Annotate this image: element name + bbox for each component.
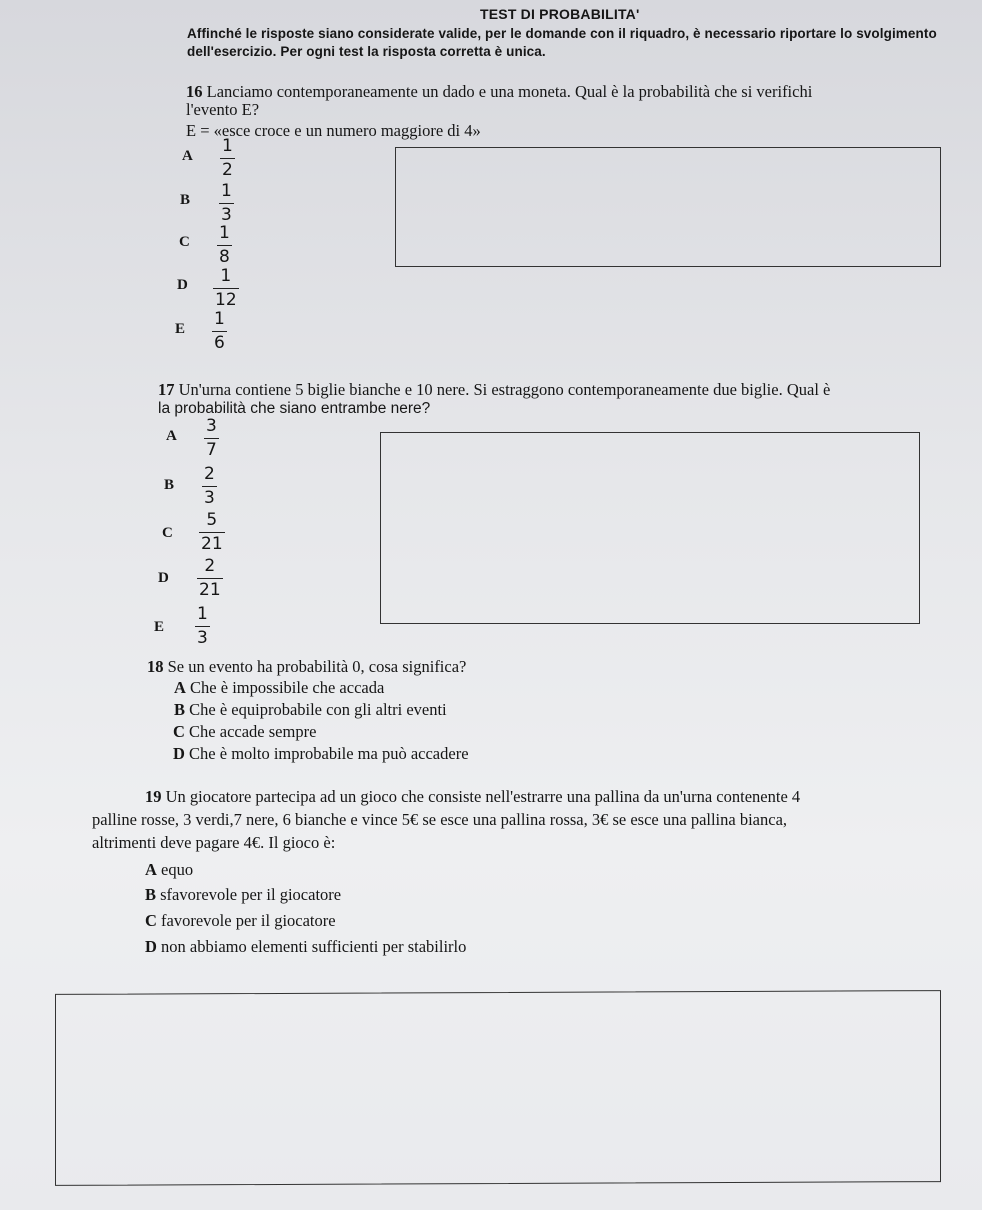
q19-option-b-text: sfavorevole per il giocatore (160, 885, 342, 904)
q18-option-d-text: Che è molto improbabile ma può accadere (189, 744, 469, 763)
q17-option-e-fraction (195, 606, 210, 647)
q17-text-line-2: la probabilità che siano entrambe nere? (158, 400, 431, 417)
q18-option-c[interactable] (173, 722, 316, 742)
q19-number: 19 (145, 787, 162, 806)
q19-text-line-1 (145, 787, 800, 807)
q17-text-line-1 (158, 380, 830, 400)
q19-text-line-2: palline rosse, 3 verdi,7 nere, 6 bianche e vince 5€ se esce una pallina rossa, 3€ se esce una pallina bianca, (92, 810, 788, 829)
q16-option-b-denominator: 3 (221, 205, 232, 226)
q17-option-d-numerator: 2 (204, 556, 216, 576)
q19-text: Un giocatore partecipa ad un gioco che consiste nell'estrarre una pallina da un'urna contenente 4 (165, 787, 801, 806)
q17-option-c-numerator: 5 (206, 510, 218, 530)
q18-option-b-letter: B (174, 700, 186, 719)
q18-option-b[interactable] (174, 700, 447, 720)
q18-option-d[interactable] (173, 744, 469, 764)
q16-option-b-letter: B (180, 192, 191, 208)
q17-option-a-numerator: 3 (206, 416, 217, 436)
q17-option-b-numerator: 2 (204, 464, 215, 484)
q17-option-a-letter: A (166, 428, 177, 444)
q17-option-a-fraction (204, 418, 219, 459)
q16-option-e-fraction (212, 311, 227, 352)
q16-option-a-letter: A (182, 148, 193, 164)
q17-option-e-denominator: 3 (197, 628, 208, 649)
q16-option-d-fraction (213, 268, 239, 309)
q19-option-d-text: non abbiamo elementi sufficienti per stabilirlo (161, 937, 467, 956)
q19-option-b-letter: B (145, 885, 157, 904)
q17-option-a-denominator: 7 (206, 440, 217, 461)
q16-option-a-fraction (220, 138, 235, 179)
q18-option-a[interactable] (174, 678, 384, 698)
q17-option-b-fraction (202, 466, 217, 507)
q16-option-d-denominator: 12 (215, 290, 237, 311)
q17-answer-box[interactable] (380, 432, 920, 624)
q16-text-line-2: l'evento E? (186, 100, 260, 119)
q16-option-c-numerator: 1 (219, 223, 230, 243)
q19-option-c-letter: C (145, 911, 157, 930)
page-title: TEST DI PROBABILITA' (480, 6, 640, 22)
q17-option-e-letter: E (154, 619, 165, 635)
q16-option-a-numerator: 1 (222, 136, 233, 156)
q19-option-d[interactable] (145, 937, 466, 957)
q16-option-c-fraction (217, 225, 232, 266)
q19-option-d-letter: D (145, 937, 157, 956)
q18-text: Se un evento ha probabilità 0, cosa significa? (167, 657, 467, 676)
q16-text: Lanciamo contemporaneamente un dado e una moneta. Qual è la probabilità che si verifichi (206, 82, 813, 101)
q17-option-c-fraction (199, 512, 225, 553)
q18-option-d-letter: D (173, 744, 185, 763)
q17-option-c-letter: C (162, 525, 173, 541)
q19-option-c[interactable] (145, 911, 336, 931)
instructions-line-1: Affinché le risposte siano considerate valide, per le domande con il riquadro, è necessario riportare lo svolgimento (187, 26, 937, 41)
q18-text-line (147, 657, 466, 677)
q16-option-b-fraction (219, 183, 234, 224)
q16-option-c-letter: C (179, 234, 190, 250)
q19-option-a[interactable] (145, 860, 193, 880)
q17-option-d-denominator: 21 (199, 580, 221, 601)
q16-option-a-denominator: 2 (222, 160, 233, 181)
q16-option-b-numerator: 1 (221, 181, 232, 201)
q18-option-a-text: Che è impossibile che accada (190, 678, 385, 697)
q16-option-e-letter: E (175, 321, 186, 337)
q17-option-d-fraction (197, 558, 223, 599)
q17-text: Un'urna contiene 5 biglie bianche e 10 nere. Si estraggono contemporaneamente due biglie. Qual è (178, 380, 831, 399)
q18-option-c-text: Che accade sempre (189, 722, 317, 741)
q17-option-c-denominator: 21 (201, 534, 223, 555)
q19-option-b[interactable] (145, 885, 341, 905)
q19-option-c-text: favorevole per il giocatore (161, 911, 336, 930)
q17-option-b-denominator: 3 (204, 488, 215, 509)
instructions-line-2: dell'esercizio. Per ogni test la risposta corretta è unica. (187, 44, 546, 59)
q16-option-d-numerator: 1 (220, 266, 232, 286)
q16-text-line-1 (186, 82, 812, 102)
q16-answer-box[interactable] (395, 147, 941, 267)
q17-option-b-letter: B (164, 477, 175, 493)
q16-option-e-numerator: 1 (214, 309, 225, 329)
q19-text-line-3: altrimenti deve pagare 4€. Il gioco è: (92, 833, 336, 852)
q18-option-b-text: Che è equiprobabile con gli altri eventi (189, 700, 447, 719)
q18-option-c-letter: C (173, 722, 185, 741)
q16-option-d-letter: D (177, 277, 188, 293)
q16-option-e-denominator: 6 (214, 333, 225, 354)
q16-number: 16 (186, 82, 203, 101)
q18-option-a-letter: A (174, 678, 186, 697)
q19-option-a-text: equo (161, 860, 194, 879)
q16-option-c-denominator: 8 (219, 247, 230, 268)
q16-event: E = «esce croce e un numero maggiore di 4» (186, 121, 481, 140)
q19-answer-box[interactable] (55, 990, 941, 1186)
q17-option-d-letter: D (158, 570, 169, 586)
q18-number: 18 (147, 657, 164, 676)
q17-option-e-numerator: 1 (197, 604, 208, 624)
q19-option-a-letter: A (145, 860, 157, 879)
q17-number: 17 (158, 380, 175, 399)
